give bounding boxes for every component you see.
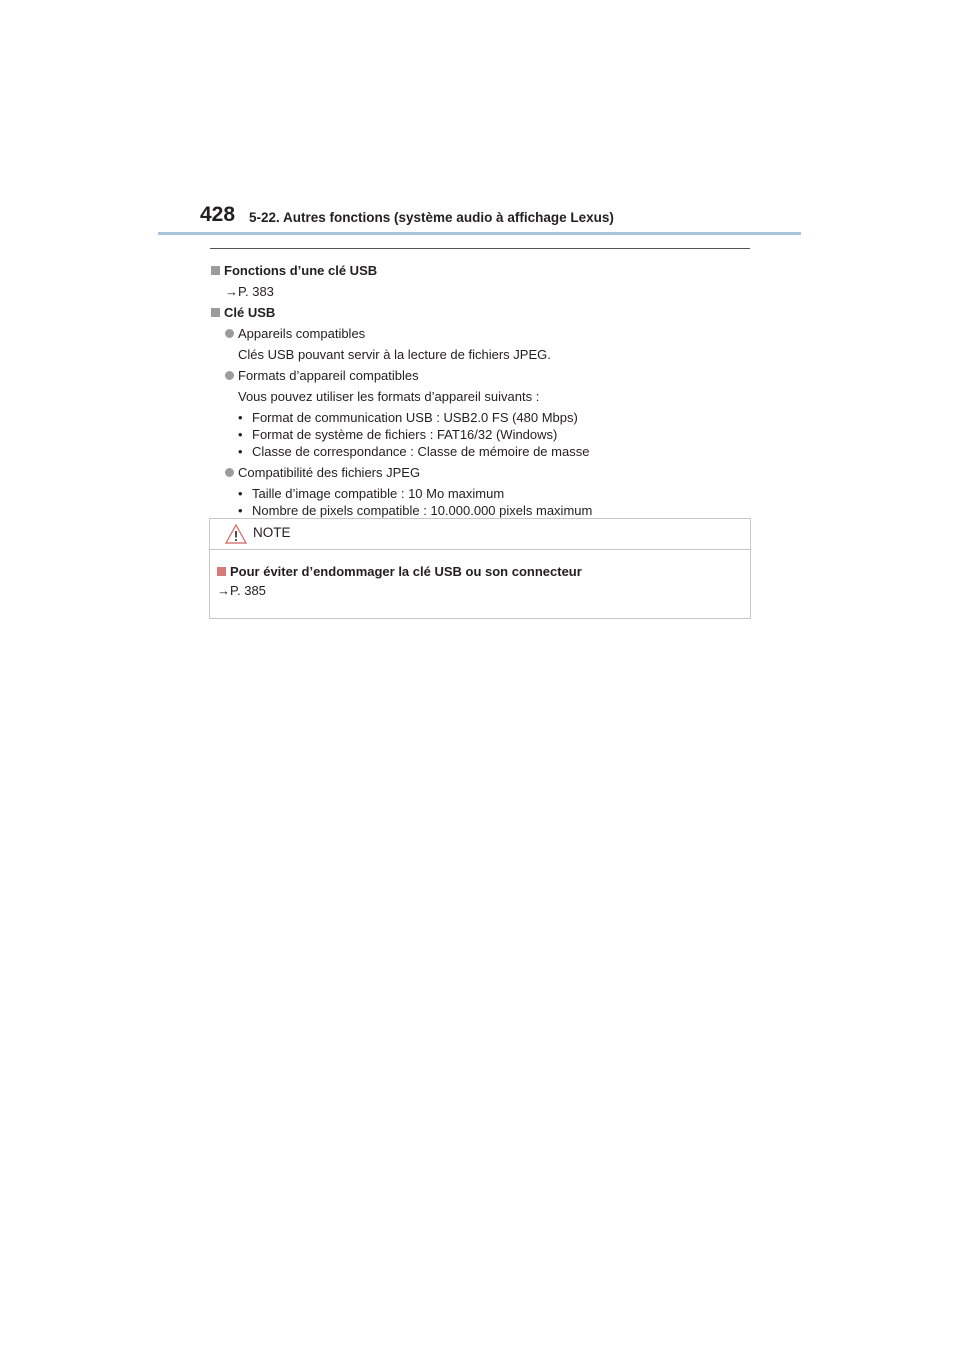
note-header: [210, 519, 750, 550]
circle-bullet-icon: [225, 329, 234, 338]
compatible-devices-text: Clés USB pouvant servir à la lecture de fichiers JPEG.: [238, 347, 551, 362]
square-bullet-icon: [211, 308, 220, 317]
list-item: • Taille d’image compatible : 10 Mo maximum: [238, 486, 505, 501]
note-box: [209, 518, 751, 619]
compatible-formats-intro: Vous pouvez utiliser les formats d’appareil suivants :: [238, 389, 540, 404]
note-body: [210, 550, 750, 600]
page-reference-link[interactable]: →P. 383: [225, 284, 274, 299]
note-title: NOTE: [253, 525, 291, 540]
section-title: 5-22. Autres fonctions (système audio à affichage Lexus): [249, 210, 614, 225]
circle-bullet-icon: [225, 468, 234, 477]
list-item: • Nombre de pixels compatible : 10.000.000 pixels maximum: [238, 503, 593, 518]
list-item: • Format de système de fichiers : FAT16/32 (Windows): [238, 427, 558, 442]
list-item: • Classe de correspondance : Classe de mémoire de masse: [238, 444, 590, 459]
bullet-compatible-devices: Appareils compatibles: [211, 325, 751, 342]
page-header: [200, 203, 800, 231]
square-bullet-icon: [217, 567, 226, 576]
content-rule: [210, 248, 750, 249]
main-content: [211, 258, 751, 519]
note-heading: Pour éviter d’endommager la clé USB ou son connecteur: [217, 562, 750, 581]
warning-triangle-icon: [225, 524, 247, 544]
heading-usb-functions: Fonctions d’une clé USB: [211, 262, 751, 279]
note-page-reference-link[interactable]: →P. 385: [217, 583, 266, 598]
list-item: • Format de communication USB : USB2.0 FS (480 Mbps): [238, 410, 578, 425]
page-number: 428: [200, 203, 236, 226]
square-bullet-icon: [211, 266, 220, 275]
header-rule: [158, 232, 801, 235]
bullet-jpeg-compat: Compatibilité des fichiers JPEG: [211, 464, 751, 481]
circle-bullet-icon: [225, 371, 234, 380]
bullet-compatible-formats: Formats d’appareil compatibles: [211, 367, 751, 384]
heading-usb-key: Clé USB: [211, 304, 751, 321]
